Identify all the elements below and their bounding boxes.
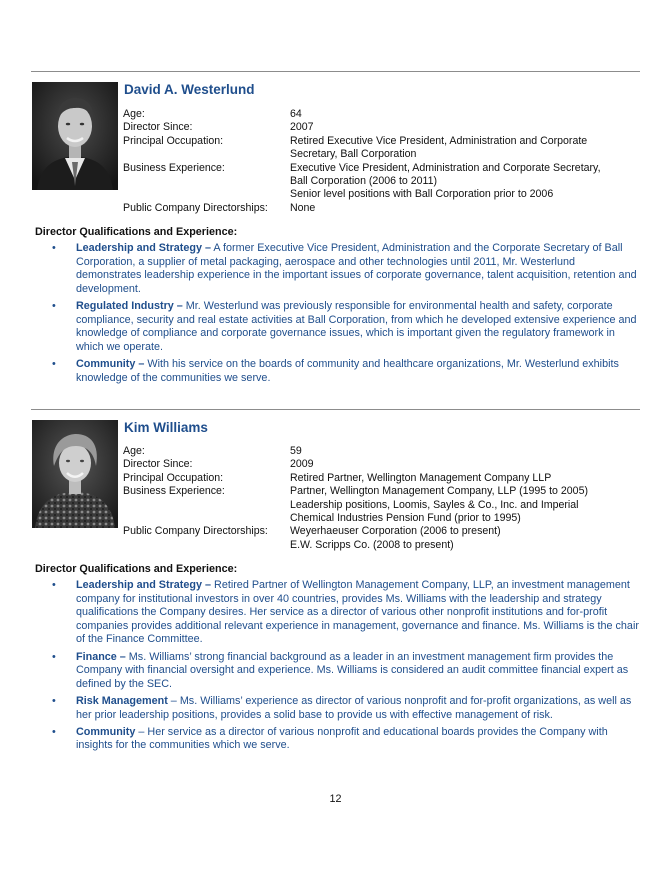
fact-value: Senior level positions with Ball Corporation prior to 2006 <box>290 188 554 201</box>
fact-value: Leadership positions, Loomis, Sayles & Co., Inc. and Imperial <box>290 498 579 511</box>
fact-age <box>123 108 640 121</box>
fact-label: Public Company Directorships: <box>123 525 268 538</box>
fact-label: Age: <box>123 108 145 120</box>
bullet-icon: • <box>52 694 56 707</box>
director-name: David A. Westerlund <box>124 82 255 97</box>
fact-age <box>123 445 640 458</box>
list-item <box>52 695 642 722</box>
director-portrait-icon <box>32 82 118 190</box>
director-photo-westerlund <box>32 82 118 190</box>
bullet-text: With his service on the boards of community and healthcare organizations, Mr. Westerlund exhibits knowledge of the communities we serve. <box>76 357 619 384</box>
fact-value: E.W. Scripps Co. (2008 to present) <box>290 538 454 551</box>
bullet-lead: Leadership and Strategy – <box>76 579 212 591</box>
fact-value: Retired Executive Vice President, Administration and Corporate <box>290 134 588 147</box>
qualifications-list <box>52 242 642 389</box>
bullet-text: – Ms. Williams’ experience as director of various nonprofit and for-profit organizations, as well as her prior leadership positions, provides a solid base to provide us with effective management of risk. <box>76 694 632 721</box>
list-item <box>52 651 642 692</box>
fact-value: Executive Vice President, Administration and Corporate Secretary, <box>290 161 601 174</box>
bullet-icon: • <box>52 579 56 591</box>
fact-value: Secretary, Ball Corporation <box>290 148 417 161</box>
fact-label: Director Since: <box>123 458 193 471</box>
fact-label: Director Since: <box>123 121 193 134</box>
fact-label: Age: <box>123 445 145 457</box>
qualifications-list <box>52 579 642 757</box>
bullet-lead: Community – <box>76 357 145 370</box>
bullet-icon: • <box>52 650 56 663</box>
director-name: Kim Williams <box>124 420 208 435</box>
section-divider <box>31 409 640 410</box>
bullet-icon: • <box>52 357 56 370</box>
fact-business-experience <box>123 485 640 525</box>
fact-director-since <box>123 458 640 471</box>
fact-principal-occupation <box>123 472 640 485</box>
list-item <box>52 242 642 296</box>
page-number: 12 <box>329 793 342 805</box>
fact-business-experience <box>123 162 640 202</box>
fact-value: 59 <box>290 445 302 457</box>
fact-public-company-directorships <box>123 525 640 552</box>
list-item <box>52 358 642 385</box>
fact-value: None <box>290 201 316 214</box>
bullet-icon: • <box>52 725 56 738</box>
director-portrait-icon <box>32 420 118 528</box>
bullet-lead: Regulated Industry – <box>76 299 183 312</box>
director-facts <box>123 108 640 215</box>
fact-value: Partner, Wellington Management Company, LLP (1995 to 2005) <box>290 485 588 498</box>
bullet-lead: Finance – <box>76 650 126 663</box>
fact-label: Principal Occupation: <box>123 471 224 484</box>
list-item <box>52 300 642 354</box>
fact-principal-occupation <box>123 135 640 162</box>
fact-value: Ball Corporation (2006 to 2011) <box>290 175 438 188</box>
director-photo-williams <box>32 420 118 528</box>
fact-label: Principal Occupation: <box>123 134 224 147</box>
fact-value: Weyerhaeuser Corporation (2006 to present) <box>290 525 501 538</box>
director-facts <box>123 445 640 552</box>
bullet-icon: • <box>52 242 56 254</box>
fact-value: Retired Partner, Wellington Management Company LLP <box>290 471 552 484</box>
bullet-lead: Risk Management <box>76 694 168 707</box>
bullet-icon: • <box>52 299 56 312</box>
list-item <box>52 726 642 753</box>
fact-public-company-directorships <box>123 202 640 215</box>
bullet-text: Retired Partner of Wellington Management Company, LLP, an investment management company for institutional investors in over 40 countries, provides Ms. Williams with the leadership and strategy qualifications the Company desires. Her service as a director of various other nonprofit institutions and for-profit companies provides additional relevant experience in management, governance and finance. Ms. Williams is the chair of the Finance Committee. <box>76 579 639 646</box>
bullet-text: A former Executive Vice President, Administration and the Corporate Secretary of Ball Corporation, a supplier of metal packaging, aerospace and other technologies until 2011, Mr. Westerlund demonstrates leadership experience in the important issues of corporate governance, talent acquisition, retention and development. <box>76 242 637 295</box>
fact-director-since <box>123 121 640 134</box>
bullet-lead: Community <box>76 725 136 738</box>
fact-value: 64 <box>290 108 302 120</box>
list-item <box>52 579 642 647</box>
fact-value: 2007 <box>290 121 314 134</box>
qualifications-heading: Director Qualifications and Experience: <box>35 226 238 238</box>
bullet-text: Ms. Williams’ strong financial background as a leader in an investment management firm provides the Company with financial oversight and experience. Ms. Williams is considered an audit committee financial expert as defined by the SEC. <box>76 650 629 690</box>
bullet-text: – Her service as a director of various nonprofit and educational boards provides the Company with insights for the communities which we serve. <box>76 725 608 752</box>
bullet-text: Mr. Westerlund was previously responsible for environmental health and safety, corporate compliance, security and real estate activities at Ball Corporation, from which he developed extensive experience and knowledge of compliance and corporate governance issues, which is important given the regulatory framework in which we operate. <box>76 299 637 353</box>
bullet-lead: Leadership and Strategy – <box>76 242 212 254</box>
qualifications-heading: Director Qualifications and Experience: <box>35 563 238 575</box>
fact-label: Business Experience: <box>123 485 225 498</box>
fact-label: Public Company Directorships: <box>123 201 268 214</box>
section-divider <box>31 71 640 72</box>
fact-value: Chemical Industries Pension Fund (prior to 1995) <box>290 512 521 525</box>
fact-value: 2009 <box>290 458 314 471</box>
fact-label: Business Experience: <box>123 161 225 174</box>
